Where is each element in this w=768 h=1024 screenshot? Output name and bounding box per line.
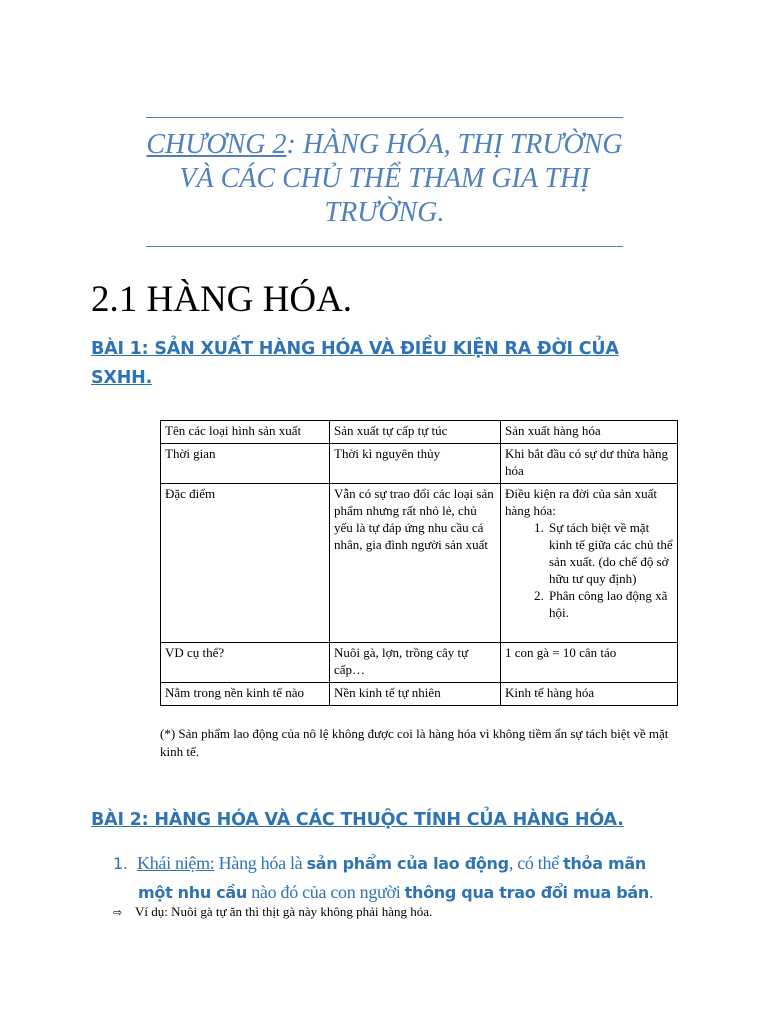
definition-label: Khái niệm: (137, 853, 215, 873)
definition-text: Hàng hóa là (214, 853, 307, 873)
table-cell: VD cụ thể? (161, 643, 330, 683)
list-item: 1. Sự tách biệt về mặt kinh tế giữa các chủ thể sản xuất. (do chế độ sở hữu tư quy định) (547, 519, 673, 587)
definition-emphasis: thỏa mãn (563, 854, 646, 873)
conditions-list (505, 519, 673, 621)
table-row (161, 484, 678, 643)
lesson1-heading: BÀI 1: SẢN XUẤT HÀNG HÓA VÀ ĐIỀU KIỆN RA ĐỜI CỦA SXHH. (91, 339, 619, 388)
table-cell: Thời gian (161, 444, 330, 484)
table-cell: Thời kì nguyên thủy (330, 444, 501, 484)
chapter-number: CHƯƠNG 2 (146, 129, 287, 160)
list-item: 2. Phân công lao động xã hội. (547, 587, 673, 621)
definition-emphasis: một nhu cầu (138, 883, 247, 902)
lesson2-heading: BÀI 2: HÀNG HÓA VÀ CÁC THUỘC TÍNH CỦA HÀNG HÓA. (91, 810, 624, 830)
table-cell: Nằm trong nền kinh tế nào (161, 683, 330, 706)
definition-text: . (648, 882, 654, 902)
conditions-intro: Điều kiện ra đời của sản xuất hàng hóa: (505, 486, 657, 518)
table-cell: Tên các loại hình sản xuất (161, 421, 330, 444)
comparison-table (160, 420, 678, 706)
chapter-bottom-rule (146, 246, 623, 247)
chapter-title-line1: : HÀNG HÓA, THỊ TRƯỜNG (286, 129, 623, 160)
definition-text: , có thể (508, 853, 564, 873)
table-row (161, 683, 678, 706)
table-row (161, 643, 678, 683)
table-cell: Nuôi gà, lợn, trồng cây tự cấp… (330, 643, 501, 683)
table-cell: Sản xuất hàng hóa (501, 421, 678, 444)
table-cell: Sản xuất tự cấp tự túc (330, 421, 501, 444)
table-row (161, 421, 678, 444)
definition-emphasis: thông qua trao đổi mua bán (404, 883, 649, 902)
footnote: (*) Sản phẩm lao động của nô lệ không được coi là hàng hóa vì không tiềm ẩn sự tách biệt về mặt kinh tế. (160, 726, 669, 759)
definition-text: nào đó của con người (247, 882, 405, 902)
list-number: 1. (113, 854, 128, 873)
example-text: Ví dụ: Nuôi gà tự ăn thì thịt gà này không phải hàng hóa. (135, 904, 433, 919)
table-cell: Khi bắt đầu có sự dư thừa hàng hóa (501, 444, 678, 484)
example-line (113, 903, 713, 922)
table-cell: Vẫn có sự trao đổi các loại sản phẩm nhưng rất nhỏ lẻ, chủ yếu là tự đáp ứng nhu cầu cá nhân, gia đình người sản xuất (330, 484, 501, 643)
chapter-title-line2: VÀ CÁC CHỦ THỂ THAM GIA THỊ (179, 163, 590, 194)
chapter-top-rule (146, 117, 623, 118)
section-heading: 2.1 HÀNG HÓA. (91, 279, 353, 320)
table-cell: Nền kinh tế tự nhiên (330, 683, 501, 706)
arrow-icon: ⇨ (113, 906, 123, 919)
table-cell: 1 con gà = 10 cân táo (501, 643, 678, 683)
chapter-title (146, 128, 623, 230)
table-cell: Đặc điểm (161, 484, 330, 643)
table-cell: Kinh tế hàng hóa (501, 683, 678, 706)
chapter-title-line3: TRƯỜNG. (324, 197, 445, 228)
definition-emphasis: sản phẩm của lao động (306, 854, 509, 873)
definition-item (113, 849, 713, 907)
table-row (161, 444, 678, 484)
table-cell (501, 484, 678, 643)
